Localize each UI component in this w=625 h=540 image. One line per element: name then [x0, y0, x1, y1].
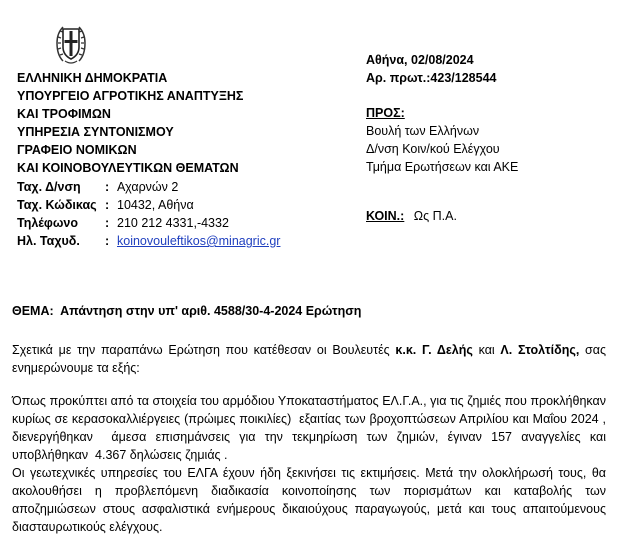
- contact-email-row: Ηλ. Ταχυδ. : koinovouleftikos@minagric.gr: [17, 234, 281, 248]
- header-line-4: ΥΠΗΡΕΣΙΑ ΣΥΝΤΟΝΙΣΜΟΥ: [17, 125, 174, 139]
- mp-name-1: κ.κ. Γ. Δελής: [395, 343, 473, 357]
- contact-value: 210 212 4331,-4332: [117, 216, 229, 230]
- contact-value: 10432, Αθήνα: [117, 198, 194, 212]
- body-paragraph-2: Οι γεωτεχνικές υπηρεσίες του ΕΛΓΑ έχουν ήδη ξεκινήσει τις εκτιμήσεις. Μετά την ολοκλήρωσή τους, θα ακολουθήσει η προβλεπόμενη διαδικασία κοινοποίησης των πορισμάτων και καταβολής των αποζημιώσεων στους ασφαλιστικά ενήμερους δικαιούχους παραγωγούς, μετά και τους απαιτούμενους διασταυρωτικούς ελέγχους.: [12, 466, 606, 534]
- recipient-line-1: Βουλή των Ελλήνων: [366, 124, 480, 138]
- recipient-line-2: Δ/νση Κοιν/κού Ελέγχου: [366, 142, 500, 156]
- contact-label: Ταχ. Κώδικας: [17, 198, 97, 212]
- subject-line: ΘΕΜΑ: Απάντηση στην υπ' αριθ. 4588/30-4-2024 Ερώτηση: [12, 304, 362, 318]
- intro-paragraph: Σχετικά με την παραπάνω Ερώτηση που κατέθεσαν οι Βουλευτές κ.κ. Γ. Δελής και Λ. Στολτίδης, σας ενημερώνουμε τα εξής:: [12, 343, 606, 375]
- mp-name-2: Λ. Στολτίδης,: [500, 343, 580, 357]
- greek-coat-of-arms-emblem: [53, 19, 89, 67]
- header-line-6: ΚΑΙ ΚΟΙΝΟΒΟΥΛΕΥΤΙΚΩΝ ΘΕΜΑΤΩΝ: [17, 161, 239, 175]
- contact-label: Ταχ. Δ/νση: [17, 180, 81, 194]
- recipient-line-3: Τμήμα Ερωτήσεων και ΑΚΕ: [366, 160, 519, 174]
- cc-label: ΚΟΙΝ.:: [366, 209, 405, 223]
- cc-value: Ως Π.Α.: [413, 209, 457, 223]
- body-paragraph-1: Όπως προκύπτει από τα στοιχεία του αρμόδιου Υποκαταστήματος ΕΛ.Γ.Α., για τις ζημιές που προκλήθηκαν κυρίως σε κερασοκαλλιέργειες (πρώιμες ποικιλίες) εξαιτίας των βροχοπτώσεων Απριλίου και Μαΐου 2024 , διενεργήθηκαν άμεσα επισημάνσεις για την τεκμηρίωση των ζημιών, έγιναν 157 αναγγελίες και υποβλήθηκαν 4.367 δηλώσεις ζημιάς .: [12, 394, 610, 462]
- header-line-1: ΕΛΛΗΝΙΚΗ ΔΗΜΟΚΡΑΤΙΑ: [17, 71, 168, 85]
- contact-label: Ηλ. Ταχυδ.: [17, 234, 80, 248]
- document-date: Αθήνα, 02/08/2024: [366, 53, 474, 67]
- contact-label: Τηλέφωνο: [17, 216, 79, 230]
- header-line-2: ΥΠΟΥΡΓΕΙΟ ΑΓΡΟΤΙΚΗΣ ΑΝΑΠΤΥΞΗΣ: [17, 89, 244, 103]
- protocol-number: Αρ. πρωτ.:423/128544: [366, 71, 497, 85]
- ministry-header: [17, 69, 243, 177]
- recipient-label: ΠΡΟΣ:: [366, 106, 405, 120]
- email-link[interactable]: koinovouleftikos@minagric.gr: [117, 234, 281, 248]
- cc-row: [366, 207, 457, 225]
- contact-value: Αχαρνών 2: [117, 180, 179, 194]
- contact-address-row: Ταχ. Δ/νση : Αχαρνών 2: [17, 180, 179, 194]
- header-line-5: ΓΡΑΦΕΙΟ ΝΟΜΙΚΩΝ: [17, 143, 137, 157]
- contact-phone-row: Τηλέφωνο : 210 212 4331,-4332: [17, 216, 229, 230]
- header-line-3: ΚΑΙ ΤΡΟΦΙΜΩΝ: [17, 107, 111, 121]
- contact-postcode-row: Ταχ. Κώδικας : 10432, Αθήνα: [17, 198, 194, 212]
